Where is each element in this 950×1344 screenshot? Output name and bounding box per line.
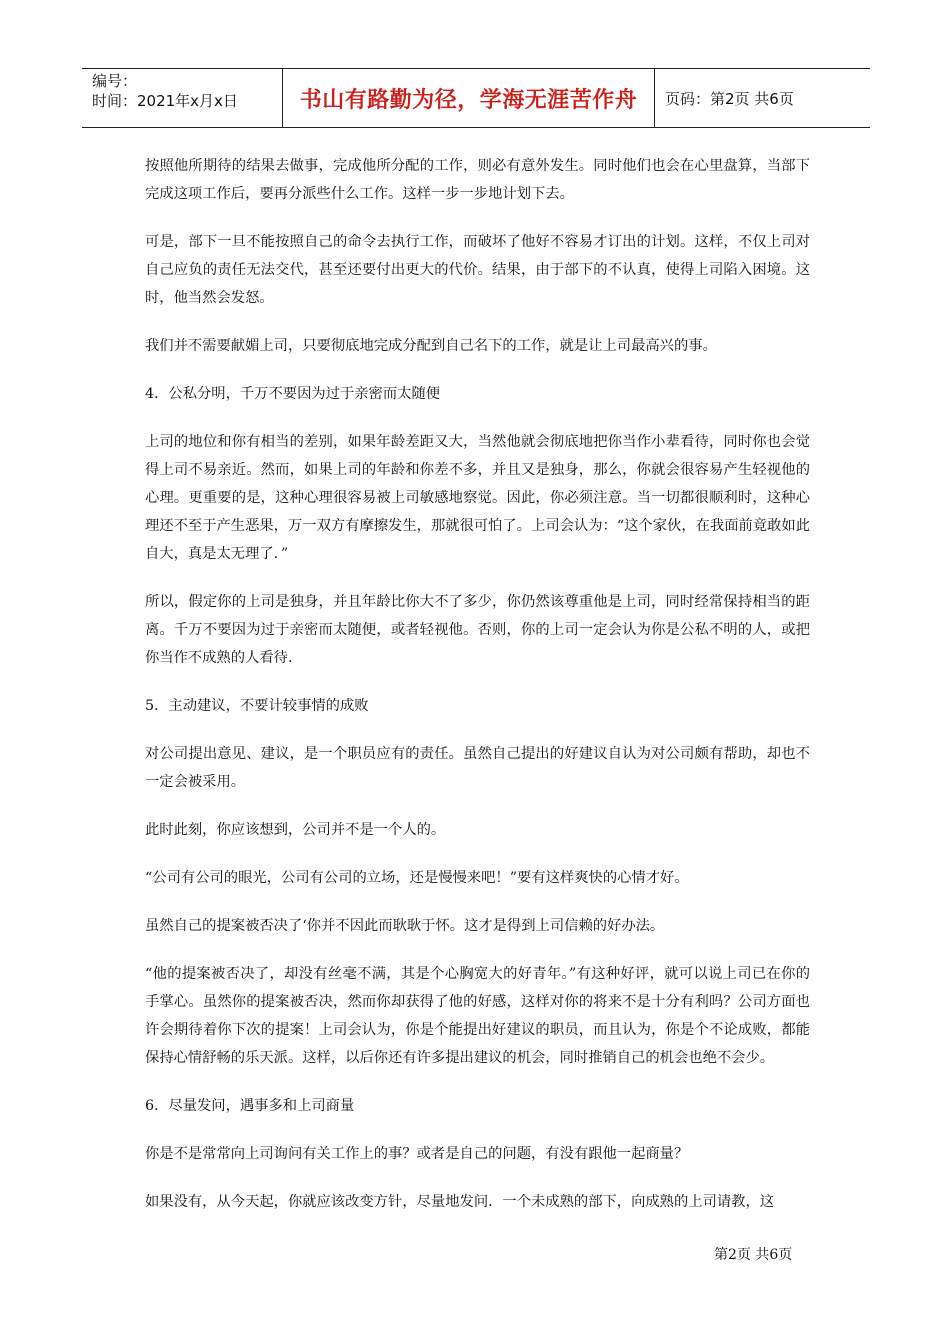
header-motto: 书山有路勤为径，学海无涯苦作舟 [282, 69, 655, 127]
paragraph: “他的提案被否决了，却没有丝毫不满，其是个心胸宽大的好青年。”有这种好评，就可以说上司已在你的手掌心。虽然你的提案被否决，然而你却获得了他的好感，这样对你的将来不是十分有利吗？公司方面也许会期待着你下次的提案！上司会认为，你是个能提出好建议的职员，而且认为，你是个不论成败，都能保持心情舒畅的乐天派。这样，以后你还有许多提出建议的机会，同时推销自己的机会也绝不会少。 [145, 966, 810, 1066]
section-heading: 4．公私分明，千万不要因为过于亲密而太随便 [145, 386, 441, 402]
paragraph: 上司的地位和你有相当的差别，如果年龄差距又大，当然他就会彻底地把你当作小辈看待，同时你也会觉得上司不易亲近。然而，如果上司的年龄和你差不多，并且又是独身，那么，你就会很容易产生轻视他的心理。更重要的是，这种心理很容易被上司敏感地察觉。因此，你必须注意。当一切都很顺利时，这种心理还不至于产生恶果，万一双方有摩擦发生，那就很可怕了。上司会认为：“这个家伙，在我面前竟敢如此自大，真是太无理了．” [145, 434, 810, 562]
document-number-label: 编号： [92, 72, 138, 90]
paragraph: 按照他所期待的结果去做事，完成他所分配的工作，则必有意外发生。同时他们也会在心里盘算，当部下完成这项工作后，要再分派些什么工作。这样一步一步地计划下去。 [145, 158, 810, 202]
footer-page-number: 第2页 共6页 [714, 1247, 793, 1263]
document-date-label: 时间：2021年x月x日 [92, 92, 238, 110]
page-header [82, 68, 870, 128]
paragraph: 所以，假定你的上司是独身，并且年龄比你大不了多少，你仍然该尊重他是上司，同时经常保持相当的距离。千万不要因为过于亲密而太随便，或者轻视他。否则，你的上司一定会认为你是公私不明的人，或把你当作不成熟的人看待. [145, 594, 810, 666]
section-heading: 6．尽量发问，遇事多和上司商量 [145, 1098, 355, 1114]
header-meta [82, 69, 282, 127]
paragraph: 可是，部下一旦不能按照自己的命令去执行工作，而破坏了他好不容易才订出的计划。这样，不仅上司对自己应负的责任无法交代，甚至还要付出更大的代价。结果，由于部下的不认真，使得上司陷入困境。这时，他当然会发怒。 [145, 234, 810, 306]
paragraph: 如果没有，从今天起，你就应该改变方针，尽量地发问．一个未成熟的部下，向成熟的上司请教，这 [145, 1194, 775, 1210]
paragraph: “公司有公司的眼光，公司有公司的立场，还是慢慢来吧！”要有这样爽快的心情才好。 [145, 870, 689, 886]
paragraph: 对公司提出意见、建议，是一个职员应有的责任。虽然自己提出的好建议自认为对公司颇有帮助，却也不一定会被采用。 [145, 746, 810, 790]
paragraph: 虽然自己的提案被否决了‘你并不因此而耿耿于怀。这才是得到上司信赖的好办法。 [145, 918, 665, 934]
paragraph: 你是不是常常向上司询问有关工作上的事？或者是自己的问题，有没有跟他一起商量？ [145, 1146, 689, 1162]
section-heading: 5．主动建议，不要计较事情的成败 [145, 698, 369, 714]
document-body [145, 152, 810, 1236]
paragraph: 我们并不需要献媚上司，只要彻底地完成分配到自己名下的工作，就是让上司最高兴的事。 [145, 338, 717, 354]
paragraph: 此时此刻，你应该想到，公司并不是一个人的。 [145, 822, 446, 838]
header-page-number: 页码：第2页 共6页 [665, 89, 794, 108]
